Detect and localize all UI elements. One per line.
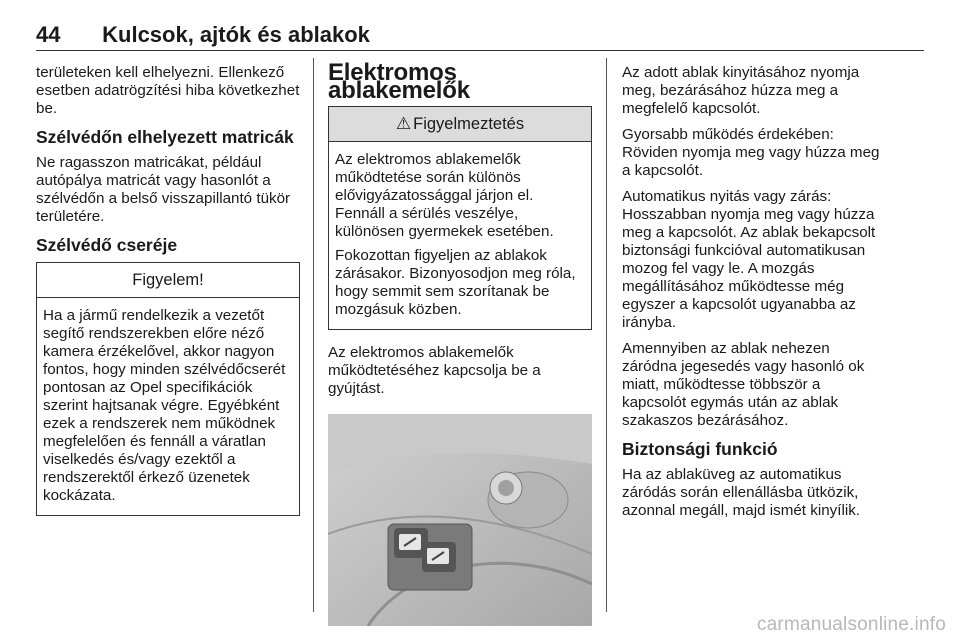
page-title: Kulcsok, ajtók és ablakok	[102, 22, 370, 47]
window-switch-drawing	[328, 414, 592, 626]
paragraph: Amennyiben az ablak nehezen záródna jegesedés vagy hasonló ok miatt, működtesse többször a kapcsolót egymás után az ablak szakaszos bezárásához.	[622, 340, 865, 429]
column-3	[622, 64, 888, 528]
header-rule	[36, 50, 924, 51]
paragraph: Ha az ablaküveg az automatikus záródás során ellenállásba ütközik, azonnal megáll, majd ismét kinyílik.	[622, 466, 861, 519]
warning-title: Figyelmeztetés	[413, 115, 525, 133]
paragraph: Az adott ablak kinyitásához nyomja meg, bezárásához húzza meg a megfelelő kapcsolót.	[622, 64, 860, 117]
ignition-paragraph: Az elektromos ablakemelők működtetéséhez kapcsolja be a gyújtást.	[328, 344, 541, 397]
paragraph: Gyorsabb működés érdekében: Röviden nyomja meg vagy húzza meg a kapcsolót.	[622, 126, 880, 179]
paragraph: Automatikus nyitás vagy zárás: Hosszabban nyomja meg vagy húzza meg a kapcsolót. Az ablak bekapcsolt biztonsági funkcióval automatikusan mozog fel vagy le. A mozgás megállításához működtesse még egyszer a kapcsolót ugyanabba az irányba.	[622, 188, 876, 331]
warning-body	[329, 142, 591, 329]
watermark: carmanualsonline.info	[756, 614, 946, 635]
column-1	[36, 64, 300, 516]
section-heading-windscreen-replacement: Szélvédő cseréje	[36, 235, 178, 255]
section-heading-stickers: Szélvédőn elhelyezett matricák	[36, 127, 294, 147]
window-switch-illustration	[328, 414, 592, 626]
caution-text: Ha a jármű rendelkezik a vezetőt segítő rendszerekben előre néző kamera érzékelővel, akkor nagyon fontos, hogy minden szélvédőcserét pontosan az Opel specifikációk szerint hajtsanak végre. Egyébként ezek a rendszerek nem működnek megfelelően és fennáll a váratlan viselkedés és/vagy ezektől a rendszerektől érkező üzenetek kockázata.	[43, 307, 286, 504]
warning-paragraph: Fokozottan figyeljen az ablakok zárásakor. Bizonyosodjon meg róla, hogy semmit sem szorítanak be mozgásuk közben.	[335, 247, 576, 318]
page-number: 44	[36, 22, 61, 47]
warning-triangle-icon: ⚠	[395, 114, 412, 133]
caution-title: Figyelem!	[37, 263, 299, 298]
section-heading-power-windows: Elektromos ablakemelők	[328, 59, 470, 104]
warning-title-bar	[329, 107, 591, 142]
column-2	[328, 59, 592, 626]
caution-body	[37, 298, 299, 515]
caution-box	[36, 262, 300, 516]
intro-paragraph: területeken kell elhelyezni. Ellenkező esetben adatrögzítési hiba következhet be.	[36, 64, 300, 117]
warning-paragraph: Az elektromos ablakemelők működtetése során különös elővigyázatossággal járjon el. Fennáll a sérülés veszélye, különösen gyermekek esetében.	[335, 151, 554, 240]
warning-box	[328, 106, 592, 330]
page-header	[36, 22, 370, 48]
column-divider	[606, 58, 607, 612]
section-heading-safety-function: Biztonsági funkció	[622, 439, 778, 459]
column-divider	[313, 58, 314, 612]
stickers-paragraph: Ne ragasszon matricákat, például autópálya matricát vagy hasonlót a szélvédőn a belső visszapillantó tükör területére.	[36, 154, 291, 225]
